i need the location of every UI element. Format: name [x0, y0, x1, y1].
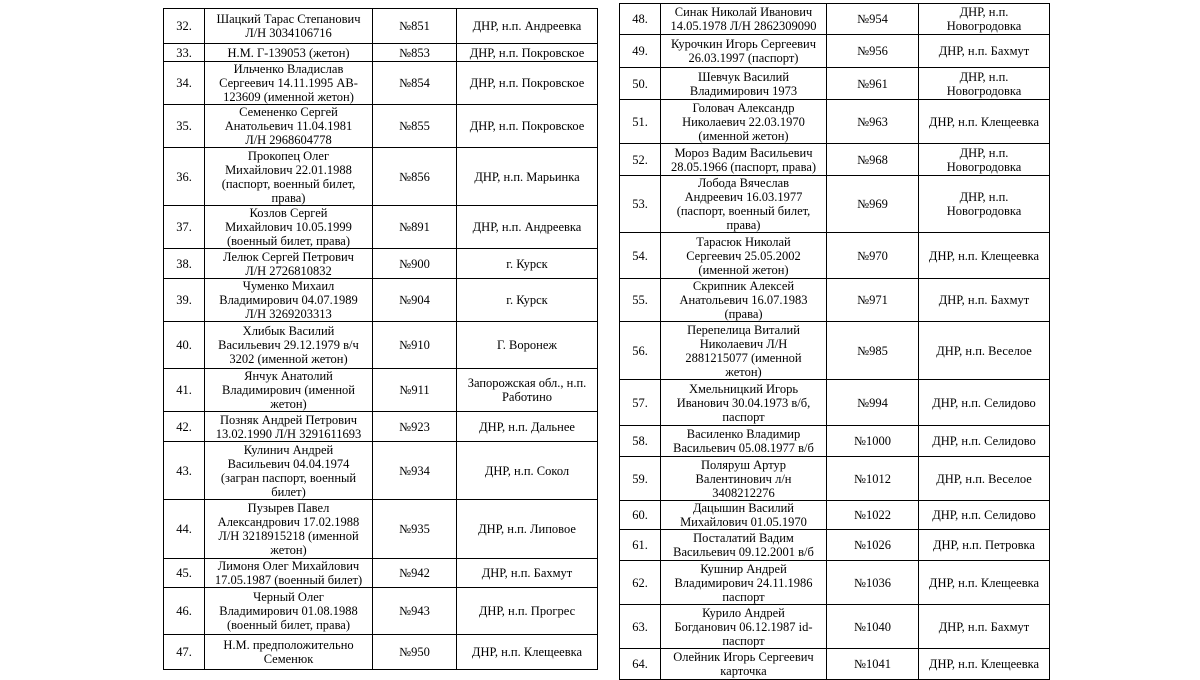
- row-number: 58.: [620, 426, 661, 457]
- table-row: [620, 144, 1050, 176]
- location: ДНР, н.п. Новогродовка: [919, 4, 1050, 35]
- record-number: №942: [373, 559, 457, 588]
- row-number: 39.: [164, 279, 205, 322]
- record-number: №950: [373, 635, 457, 670]
- table-row: [620, 35, 1050, 68]
- row-number: 62.: [620, 561, 661, 605]
- row-number: 63.: [620, 605, 661, 649]
- row-number: 61.: [620, 530, 661, 561]
- row-number: 41.: [164, 369, 205, 412]
- location: ДНР, н.п. Покровское: [457, 62, 598, 105]
- table-row: [164, 500, 598, 559]
- record-number: №1040: [827, 605, 919, 649]
- table-row: [620, 322, 1050, 380]
- table-row: [164, 148, 598, 206]
- row-number: 49.: [620, 35, 661, 68]
- location: ДНР, н.п. Дальнее: [457, 412, 598, 442]
- table-row: [620, 380, 1050, 426]
- table-row: [164, 322, 598, 369]
- table-row: [164, 44, 598, 62]
- table-row: [164, 442, 598, 500]
- table-row: [620, 176, 1050, 233]
- record-number: №1000: [827, 426, 919, 457]
- person-name: Шацкий Тарас Степанович Л/Н 3034106716: [205, 9, 373, 44]
- row-number: 60.: [620, 501, 661, 530]
- person-name: Семененко Сергей Анатольевич 11.04.1981 Л/Н 2968604778: [205, 105, 373, 148]
- record-number: №853: [373, 44, 457, 62]
- left-table: [163, 8, 598, 670]
- row-number: 45.: [164, 559, 205, 588]
- row-number: 54.: [620, 233, 661, 279]
- row-number: 38.: [164, 249, 205, 279]
- location: ДНР, н.п. Андреевка: [457, 9, 598, 44]
- person-name: Чуменко Михаил Владимирович 04.07.1989 Л/Н 3269203313: [205, 279, 373, 322]
- record-number: №854: [373, 62, 457, 105]
- person-name: Прокопец Олег Михайлович 22.01.1988 (паспорт, военный билет, права): [205, 148, 373, 206]
- row-number: 40.: [164, 322, 205, 369]
- table-row: [164, 279, 598, 322]
- row-number: 53.: [620, 176, 661, 233]
- row-number: 33.: [164, 44, 205, 62]
- location: ДНР, н.п. Новогродовка: [919, 176, 1050, 233]
- record-number: №1026: [827, 530, 919, 561]
- row-number: 48.: [620, 4, 661, 35]
- location: Запорожская обл., н.п. Работино: [457, 369, 598, 412]
- person-name: Поляруш Артур Валентинович л/н 3408212276: [661, 457, 827, 501]
- table-row: [164, 635, 598, 670]
- record-number: №954: [827, 4, 919, 35]
- person-name: Курило Андрей Богданович 06.12.1987 id- паспорт: [661, 605, 827, 649]
- row-number: 35.: [164, 105, 205, 148]
- person-name: Лимоня Олег Михайлович 17.05.1987 (военный билет): [205, 559, 373, 588]
- record-number: №851: [373, 9, 457, 44]
- table-row: [620, 501, 1050, 530]
- table-row: [620, 68, 1050, 100]
- row-number: 42.: [164, 412, 205, 442]
- row-number: 55.: [620, 279, 661, 322]
- person-name: Н.М. Г-139053 (жетон): [205, 44, 373, 62]
- row-number: 47.: [164, 635, 205, 670]
- row-number: 51.: [620, 100, 661, 144]
- location: ДНР, н.п. Липовое: [457, 500, 598, 559]
- table-row: [620, 530, 1050, 561]
- location: ДНР, н.п. Клещеевка: [919, 233, 1050, 279]
- record-number: №900: [373, 249, 457, 279]
- record-number: №956: [827, 35, 919, 68]
- record-number: №970: [827, 233, 919, 279]
- person-name: Шевчук Василий Владимирович 1973: [661, 68, 827, 100]
- person-name: Козлов Сергей Михайлович 10.05.1999 (военный билет, права): [205, 206, 373, 249]
- table-row: [164, 62, 598, 105]
- location: ДНР, н.п. Селидово: [919, 426, 1050, 457]
- row-number: 52.: [620, 144, 661, 176]
- row-number: 56.: [620, 322, 661, 380]
- table-row: [620, 561, 1050, 605]
- person-name: Курочкин Игорь Сергеевич 26.03.1997 (паспорт): [661, 35, 827, 68]
- location: ДНР, н.п. Клещеевка: [919, 561, 1050, 605]
- record-number: №1036: [827, 561, 919, 605]
- person-name: Дацышин Василий Михайлович 01.05.1970: [661, 501, 827, 530]
- person-name: Позняк Андрей Петрович 13.02.1990 Л/Н 3291611693: [205, 412, 373, 442]
- table-row: [620, 100, 1050, 144]
- person-name: Василенко Владимир Васильевич 05.08.1977 в/б: [661, 426, 827, 457]
- table-row: [620, 279, 1050, 322]
- location: ДНР, н.п. Селидово: [919, 380, 1050, 426]
- row-number: 57.: [620, 380, 661, 426]
- record-number: №910: [373, 322, 457, 369]
- row-number: 34.: [164, 62, 205, 105]
- person-name: Кулинич Андрей Васильевич 04.04.1974 (загран паспорт, военный билет): [205, 442, 373, 500]
- person-name: Тарасюк Николай Сергеевич 25.05.2002 (именной жетон): [661, 233, 827, 279]
- location: ДНР, н.п. Бахмут: [919, 279, 1050, 322]
- row-number: 32.: [164, 9, 205, 44]
- location: Г. Воронеж: [457, 322, 598, 369]
- record-number: №855: [373, 105, 457, 148]
- row-number: 46.: [164, 588, 205, 635]
- table-row: [164, 105, 598, 148]
- record-number: №934: [373, 442, 457, 500]
- person-name: Мороз Вадим Васильевич 28.05.1966 (паспорт, права): [661, 144, 827, 176]
- person-name: Синак Николай Иванович 14.05.1978 Л/Н 2862309090: [661, 4, 827, 35]
- record-number: №923: [373, 412, 457, 442]
- table-row: [164, 412, 598, 442]
- record-number: №961: [827, 68, 919, 100]
- table-row: [164, 588, 598, 635]
- record-number: №935: [373, 500, 457, 559]
- location: ДНР, н.п. Веселое: [919, 457, 1050, 501]
- person-name: Ильченко Владислав Сергеевич 14.11.1995 АВ- 123609 (именной жетон): [205, 62, 373, 105]
- table-row: [164, 206, 598, 249]
- location: ДНР, н.п. Петровка: [919, 530, 1050, 561]
- record-number: №1012: [827, 457, 919, 501]
- record-number: №1041: [827, 649, 919, 680]
- record-number: №891: [373, 206, 457, 249]
- row-number: 36.: [164, 148, 205, 206]
- person-name: Скрипник Алексей Анатольевич 16.07.1983 (права): [661, 279, 827, 322]
- location: ДНР, н.п. Новогродовка: [919, 68, 1050, 100]
- location: ДНР, н.п. Сокол: [457, 442, 598, 500]
- table-row: [620, 457, 1050, 501]
- person-name: Лобода Вячеслав Андреевич 16.03.1977 (паспорт, военный билет, права): [661, 176, 827, 233]
- location: ДНР, н.п. Марьинка: [457, 148, 598, 206]
- location: ДНР, н.п. Клещеевка: [919, 100, 1050, 144]
- table-row: [620, 233, 1050, 279]
- row-number: 50.: [620, 68, 661, 100]
- location: ДНР, н.п. Бахмут: [919, 35, 1050, 68]
- record-number: №994: [827, 380, 919, 426]
- location: ДНР, н.п. Прогрес: [457, 588, 598, 635]
- location: ДНР, н.п. Селидово: [919, 501, 1050, 530]
- row-number: 43.: [164, 442, 205, 500]
- record-number: №1022: [827, 501, 919, 530]
- table-row: [164, 249, 598, 279]
- person-name: Хмельницкий Игорь Иванович 30.04.1973 в/б, паспорт: [661, 380, 827, 426]
- record-number: №971: [827, 279, 919, 322]
- record-number: №968: [827, 144, 919, 176]
- record-number: №985: [827, 322, 919, 380]
- row-number: 37.: [164, 206, 205, 249]
- person-name: Хлибык Василий Васильевич 29.12.1979 в/ч 3202 (именной жетон): [205, 322, 373, 369]
- row-number: 44.: [164, 500, 205, 559]
- location: ДНР, н.п. Веселое: [919, 322, 1050, 380]
- location: ДНР, н.п. Клещеевка: [919, 649, 1050, 680]
- record-number: №943: [373, 588, 457, 635]
- table-row: [620, 605, 1050, 649]
- location: ДНР, н.п. Андреевка: [457, 206, 598, 249]
- record-number: №904: [373, 279, 457, 322]
- person-name: Янчук Анатолий Владимирович (именной жетон): [205, 369, 373, 412]
- person-name: Олейник Игорь Сергеевич карточка: [661, 649, 827, 680]
- location: ДНР, н.п. Клещеевка: [457, 635, 598, 670]
- table-row: [620, 426, 1050, 457]
- location: ДНР, н.п. Новогродовка: [919, 144, 1050, 176]
- person-name: Пузырев Павел Александрович 17.02.1988 Л/Н 3218915218 (именной жетон): [205, 500, 373, 559]
- record-number: №856: [373, 148, 457, 206]
- person-name: Н.М. предположительно Семенюк: [205, 635, 373, 670]
- record-number: №969: [827, 176, 919, 233]
- person-name: Посталатий Вадим Васильевич 09.12.2001 в/б: [661, 530, 827, 561]
- location: ДНР, н.п. Покровское: [457, 105, 598, 148]
- person-name: Лелюк Сергей Петрович Л/Н 2726810832: [205, 249, 373, 279]
- row-number: 59.: [620, 457, 661, 501]
- table-row: [620, 4, 1050, 35]
- person-name: Головач Александр Николаевич 22.03.1970 (именной жетон): [661, 100, 827, 144]
- person-name: Черный Олег Владимирович 01.08.1988 (военный билет, права): [205, 588, 373, 635]
- table-row: [164, 559, 598, 588]
- record-number: №911: [373, 369, 457, 412]
- person-name: Перепелица Виталий Николаевич Л/Н 2881215077 (именной жетон): [661, 322, 827, 380]
- location: ДНР, н.п. Бахмут: [919, 605, 1050, 649]
- location: г. Курск: [457, 249, 598, 279]
- table-row: [164, 369, 598, 412]
- record-number: №963: [827, 100, 919, 144]
- location: ДНР, н.п. Покровское: [457, 44, 598, 62]
- table-row: [164, 9, 598, 44]
- person-name: Кушнир Андрей Владимирович 24.11.1986 паспорт: [661, 561, 827, 605]
- location: г. Курск: [457, 279, 598, 322]
- row-number: 64.: [620, 649, 661, 680]
- location: ДНР, н.п. Бахмут: [457, 559, 598, 588]
- right-table: [619, 3, 1050, 680]
